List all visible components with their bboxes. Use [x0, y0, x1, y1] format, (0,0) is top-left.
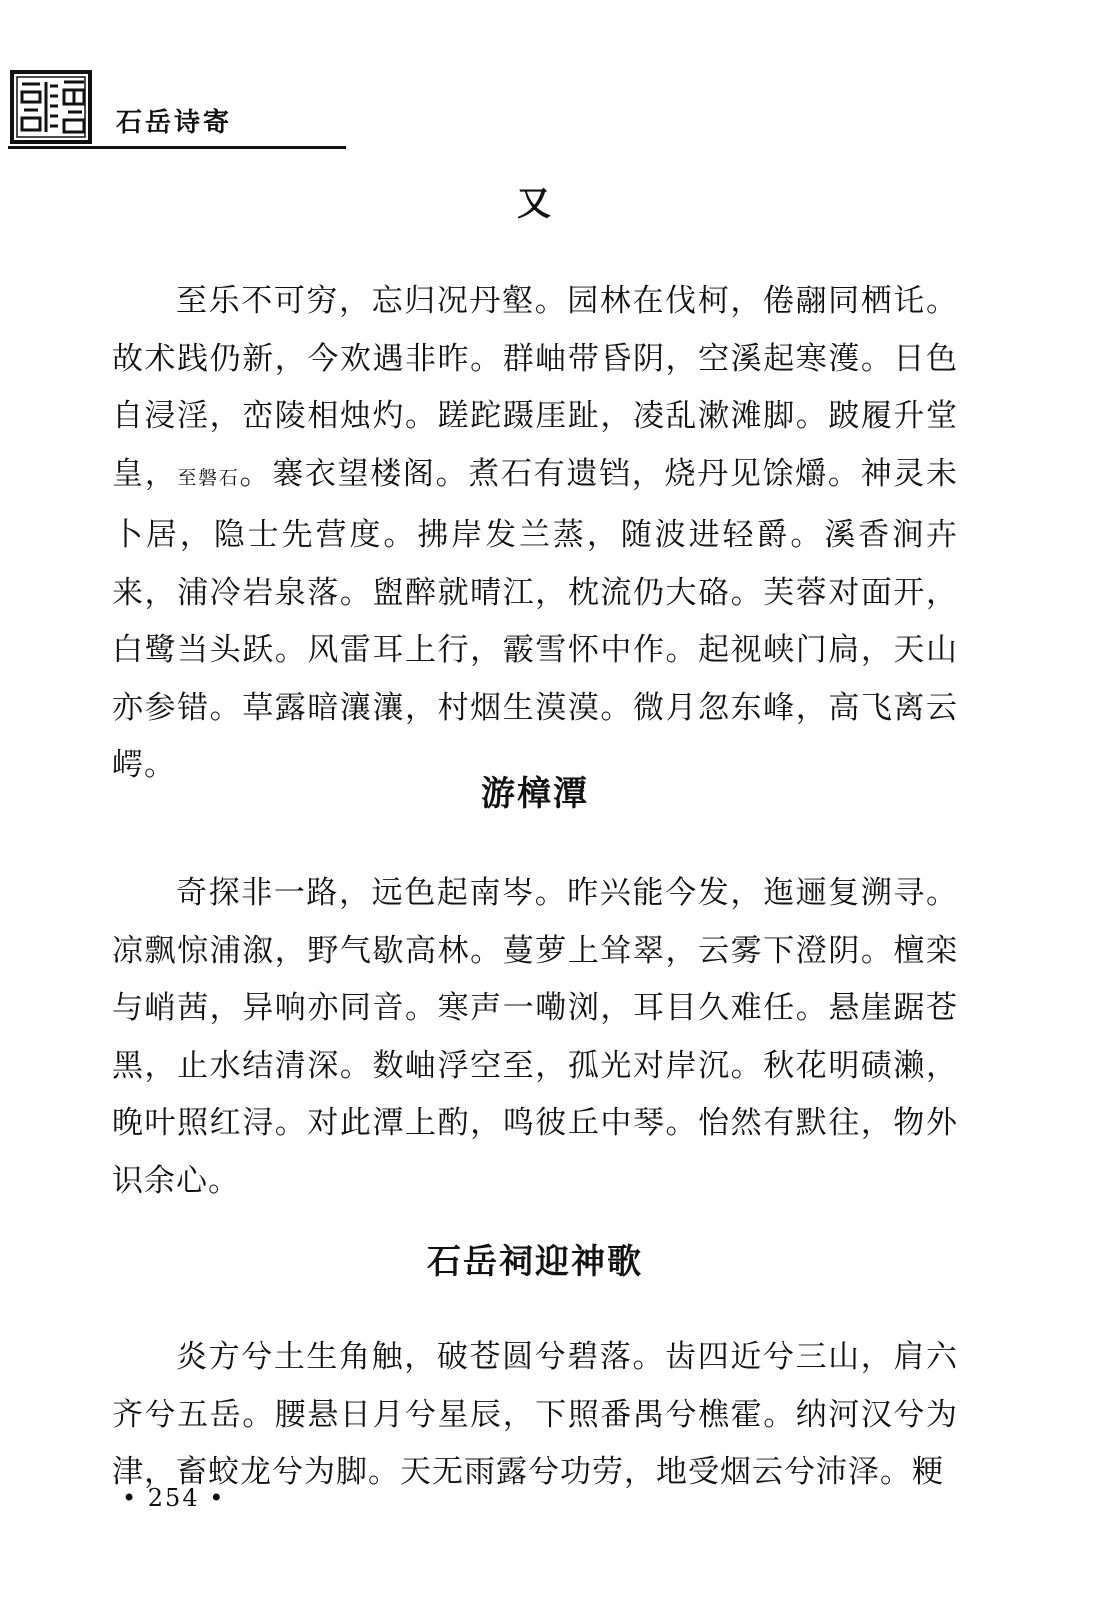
poem-body: [112, 273, 958, 795]
poem-you: [112, 176, 958, 795]
page-header: [8, 66, 348, 156]
poem-note: 至磐石: [177, 466, 240, 489]
header-rule: [8, 146, 346, 149]
seal-stamp-icon: [10, 70, 92, 144]
poem-title: 又: [517, 184, 553, 224]
running-title: 石岳诗寄: [116, 108, 233, 138]
poem-body: 奇探非一路，远色起南岑。昨兴能今发，迤逦复溯寻。凉飘惊浦溆，野气歇高林。蔓萝上耸翠，云雾下澄阴。檀栾与峭茜，异响亦同音。寒声一嘞浏，耳目久难任。悬崖踞苍黑，止水结清深。数岫浮空至，孤光对岸沉。秋花明碛濑，晚叶照红浔。对此潭上酌，鸣彼丘中琴。怡然有默往，物外识余心。: [112, 875, 958, 1199]
poem-shi-yue-ci: [112, 1234, 958, 1502]
page-number: • 254 •: [122, 1484, 226, 1512]
poem-title: 石岳祠迎神歌: [427, 1242, 643, 1282]
poem-title: 游樟潭: [481, 774, 589, 814]
poem-you-zhang-tan: [112, 766, 958, 1210]
poem-body: 炎方兮土生角触，破苍圆兮碧落。齿四近兮三山，肩六齐兮五岳。腰悬日月兮星辰，下照番禺兮樵霍。纳河汉兮为津，畜蛟龙兮为脚。天无雨露兮功劳，地受烟云兮沛泽。粳: [112, 1339, 958, 1490]
poem-body-text: 至乐不可穷，忘归况丹壑。园林在伐柯，倦翮同栖讬。故术践仍新，今欢遇非昨。群岫带昏阴，空溪起寒濩。日色自浸淫，峦陵相烛灼。蹉跎蹑厓趾，凌乱漱滩脚。跛履升堂皇，: [112, 283, 958, 492]
poem-body-text: 。褰衣望楼阁。煮石有遗铛，烧丹见馀爝。神灵未卜居，隐士先营度。拂岸发兰蒸，随波进轻爵。溪香涧卉来，浦冷岩泉落。盥醉就晴江，枕流仍大硌。芙蓉对面开，白鹭当头跃。风雷耳上行，霰雪怀中作。起视峡门扃，天山亦参错。草露暗瀼瀼，村烟生漠漠。微月忽东峰，高飞离云崿。: [112, 455, 958, 783]
